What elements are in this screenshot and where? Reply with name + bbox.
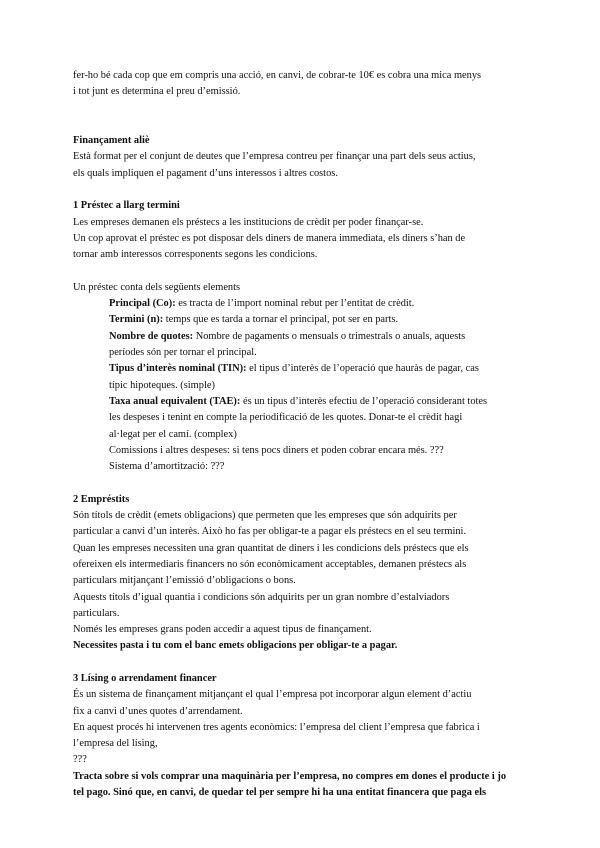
element-desc-line: les despeses i tenint en compte la periodificació de les quotes. Donar-te el crèdit hagi bbox=[109, 412, 463, 424]
element-term: Taxa anual equivalent (TAE): bbox=[109, 395, 241, 407]
element-tin bbox=[73, 361, 535, 377]
body-line: Un préstec conta dels següents elements bbox=[73, 281, 241, 293]
body-line: Només les empreses grans poden accedir a aquest tipus de finançament. bbox=[73, 624, 372, 636]
element-amortitzacio: Sistema d’amortització: ??? bbox=[109, 461, 225, 473]
body-line: Les empreses demanen els préstecs a les institucions de crèdit per poder finançar-se. bbox=[73, 216, 424, 228]
body-line: Un cop aprovat el préstec es pot disposar dels diners de manera immediata, els diners s’han de bbox=[73, 232, 466, 244]
body-line: ofereixen els intermediaris financers no són econòmicament acceptables, demanen préstecs als bbox=[73, 558, 467, 570]
body-line: particular a canvi d’un interès. Això ho fas per obligar-te a pagar els préstecs en el seu termini. bbox=[73, 526, 467, 538]
body-line: l’empresa del lísing, bbox=[73, 738, 158, 750]
element-term: Termini (n): bbox=[109, 314, 164, 326]
element-comissions: Comissions i altres despeses: si tens pocs diners et poden cobrar encara més. ??? bbox=[109, 444, 444, 456]
bold-note: tel pago. Sinó que, en canvi, de quedar tel per sempre hi ha una entitat financera que paga els bbox=[73, 787, 487, 799]
body-line: En aquest procés hi intervenen tres agents econòmics: l’empresa del client l’empresa que fabrica i bbox=[73, 721, 480, 733]
element-term: Principal (Co): bbox=[109, 298, 176, 310]
bold-note: Tracta sobre si vols comprar una maquinària per l’empresa, no compres em dones el producte i jo bbox=[73, 770, 507, 782]
element-principal bbox=[73, 296, 535, 312]
element-desc-line: típic hipoteques. (simple) bbox=[109, 379, 215, 391]
element-desc: temps que es tarda a tornar el principal, pot ser en parts. bbox=[163, 314, 399, 326]
body-line: i tot junt es determina el preu d’emissió. bbox=[73, 86, 241, 98]
body-line: Aquests títols d’igual quantia i condicions són adquirits per un gran nombre d’estalviadors bbox=[73, 591, 450, 603]
section-heading-lising: 3 Lísing o arrendament financer bbox=[73, 672, 217, 684]
element-desc-line: períodes són per tornar el principal. bbox=[109, 347, 257, 359]
body-line: Quan les empreses necessiten una gran quantitat de diners i les condicions dels préstecs que els bbox=[73, 542, 469, 554]
element-term: Tipus d’interès nominal (TIN): bbox=[109, 363, 247, 375]
element-tae bbox=[73, 394, 535, 410]
section-heading-emprestits: 2 Empréstits bbox=[73, 493, 130, 505]
body-line: tornar amb interessos corresponents segons les condicions. bbox=[73, 249, 318, 261]
bold-note: Necessites pasta i tu com el banc emets obligacions per obligar-te a pagar. bbox=[73, 640, 398, 652]
element-desc-line: al·legat per el camí. (complex) bbox=[109, 428, 237, 440]
body-line: ??? bbox=[73, 754, 87, 766]
body-line: Són títols de crèdit (emets obligacions) que permeten que les empreses que són adquirits per bbox=[73, 510, 457, 522]
body-line: particulars mitjançant l’emissió d’obligacions o bons. bbox=[73, 575, 296, 587]
body-line: fer-ho bé cada cop que em compris una acció, en canvi, de cobrar-te 10€ es cobra una mica menys bbox=[73, 70, 482, 81]
element-desc: és un tipus d’interès efectiu de l’operació considerant totes bbox=[240, 395, 488, 407]
element-nombre-quotes bbox=[73, 329, 535, 345]
element-term: Nombre de quotes: bbox=[109, 330, 194, 342]
document-body bbox=[73, 68, 535, 801]
body-line: Està format per el conjunt de deutes que l’empresa contreu per finançar una part dels seus actius, bbox=[73, 151, 476, 163]
body-line: els quals impliquen el pagament d’uns interessos i altres costos. bbox=[73, 167, 338, 179]
section-heading-financament: Finançament aliè bbox=[73, 135, 150, 147]
element-desc: es tracta de l’import nominal rebut per l’entitat de crèdit. bbox=[175, 298, 415, 310]
element-desc: el tipus d’interès de l’operació que hauràs de pagar, cas bbox=[246, 363, 479, 375]
body-line: particulars. bbox=[73, 607, 120, 619]
body-line: fix a canvi d’unes quotes d’arrendament. bbox=[73, 705, 243, 717]
element-termini bbox=[73, 312, 535, 328]
body-line: És un sistema de finançament mitjançant el qual l’empresa pot incorporar algun element d’actiu bbox=[73, 689, 472, 701]
section-heading-prestec: 1 Préstec a llarg termini bbox=[73, 200, 180, 212]
element-desc: Nombre de pagaments o mensuals o trimestrals o anuals, aquests bbox=[193, 330, 466, 342]
